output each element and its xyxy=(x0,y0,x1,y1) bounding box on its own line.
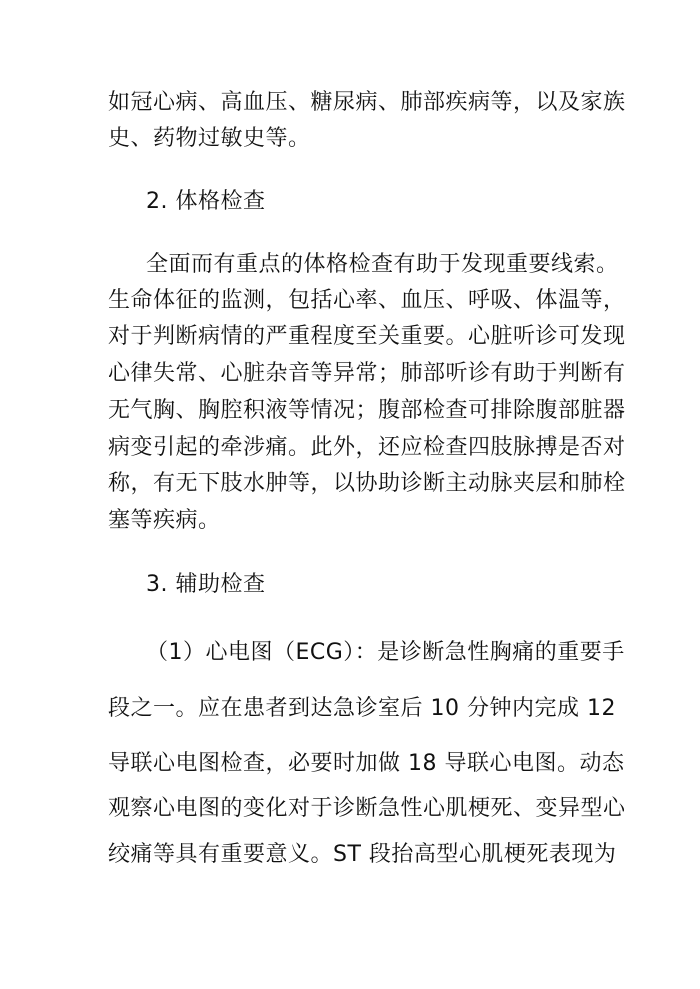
section-heading-auxiliary-exam: 3. 辅助检查 xyxy=(146,572,266,597)
body-text-line: 全面而有重点的体格检查有助于发现重要线索。 xyxy=(146,252,619,277)
body-text-line: 对于判断病情的严重程度至关重要。心脏听诊可发现 xyxy=(108,324,626,349)
body-text-line: 段之一。应在患者到达急诊室后 10 分钟内完成 12 xyxy=(108,696,616,721)
body-text-line: 导联心电图检查，必要时加做 18 导联心电图。动态 xyxy=(108,751,625,776)
body-text-line: 生命体征的监测，包括心率、血压、呼吸、体温等， xyxy=(108,288,626,313)
body-text-line: 心律失常、心脏杂音等异常；肺部听诊有助于判断有 xyxy=(108,361,626,386)
body-text-line: 史、药物过敏史等。 xyxy=(108,126,311,151)
body-text-line: 观察心电图的变化对于诊断急性心肌梗死、变异型心 xyxy=(108,796,626,821)
body-text-line: 如冠心病、高血压、糖尿病、肺部疾病等，以及家族 xyxy=(108,90,626,115)
body-text-line: 无气胸、胸腔积液等情况；腹部检查可排除腹部脏器 xyxy=(108,398,626,423)
section-heading-physical-exam: 2. 体格检查 xyxy=(146,189,266,214)
body-text-line: 绞痛等具有重要意义。ST 段抬高型心肌梗死表现为 xyxy=(108,842,617,867)
body-text-line: 称，有无下肢水肿等，以协助诊断主动脉夹层和肺栓 xyxy=(108,471,626,496)
body-text-line: 病变引起的牵涉痛。此外，还应检查四肢脉搏是否对 xyxy=(108,435,626,460)
body-text-line: （1）心电图（ECG）：是诊断急性胸痛的重要手 xyxy=(146,640,625,665)
body-text-line: 塞等疾病。 xyxy=(108,508,221,533)
